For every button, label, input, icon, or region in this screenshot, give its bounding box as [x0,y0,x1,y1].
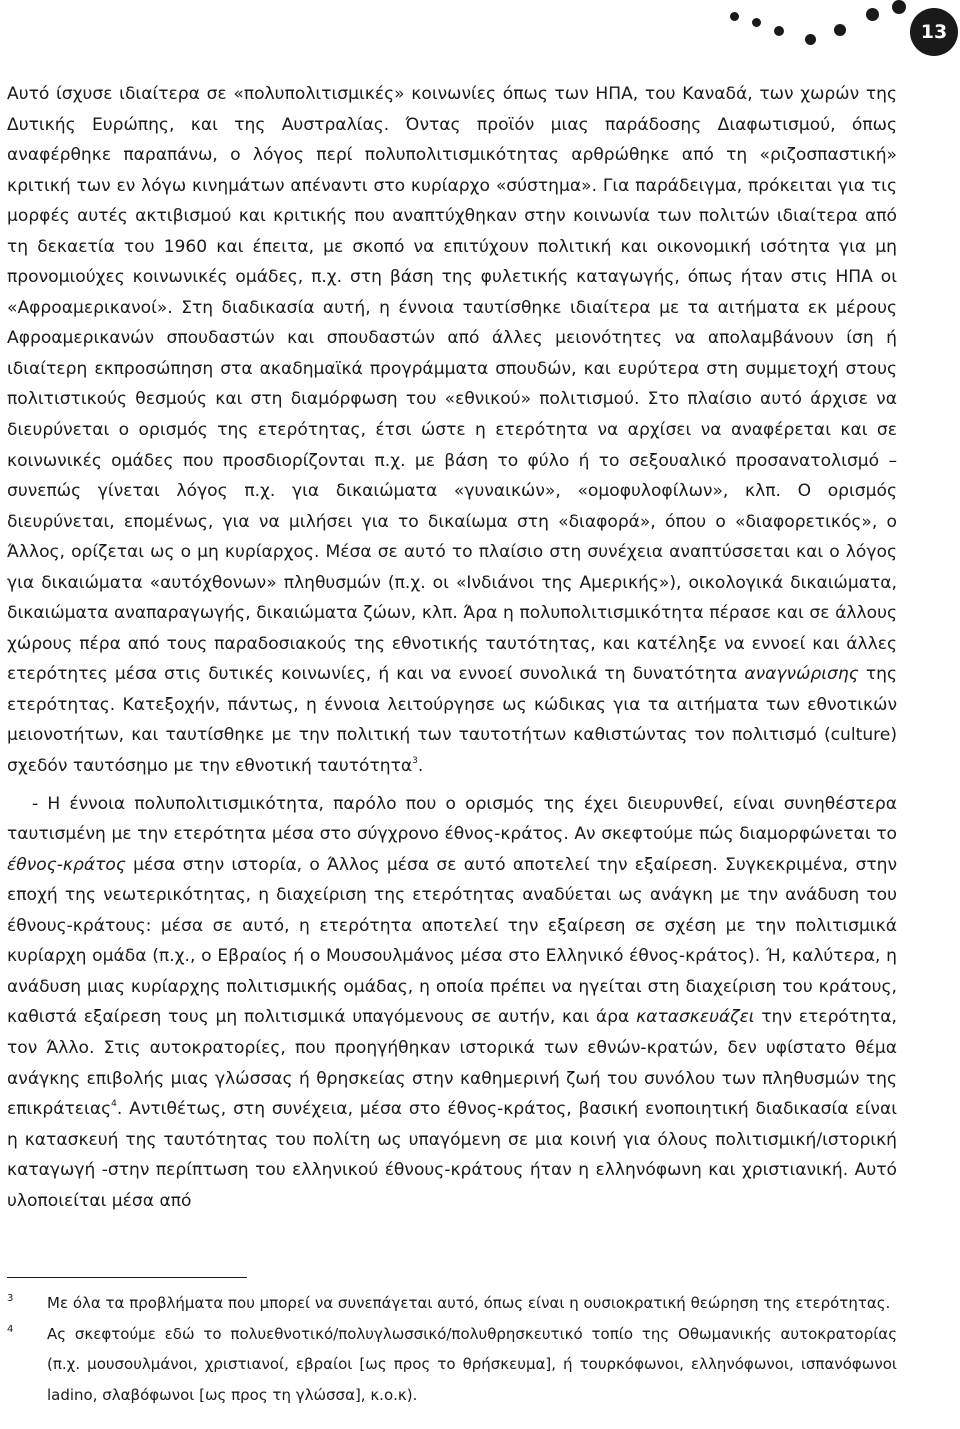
decor-dot [892,0,906,14]
italic-text: κατασκευάζει [636,1007,755,1028]
body-text [7,79,897,1216]
footnote [7,1319,897,1411]
paragraph [7,789,897,1217]
text-run: της ετερότητας. Κατεξοχήν, πάντως, η έννοια λειτούργησε ως κώδικας για τα αιτήματα των εθνοτικών μειονοτήτων, και ταυτίσθηκε με την πολιτική των ταυτοτήτων καθιστώντας τον πολιτισμό (culture) σχεδόν ταυτόσημο με την εθνοτική ταυτότητα [7,664,898,777]
footnote-text: Με όλα τα προβλήματα που μπορεί να συνεπάγεται αυτό, όπως είναι η ουσιοκρατική θεώρηση της ετερότητας. [47,1294,891,1312]
text-run: την ετερότητα, τον Άλλο. Στις αυτοκρατορίες, που προηγήθηκαν ιστορικά των εθνών-κρατών, δεν υφίστατο θέμα ανάγκης επιβολής μιας γλώσσας ή θρησκείας στην καθημερινή ζωή του συνόλου των πληθυσμών της επικράτειας [7,1007,897,1120]
footnote [7,1288,897,1319]
text-run: - Η έννοια πολυπολιτισμικότητα, παρόλο που ο ορισμός της έχει διευρυνθεί, είναι συνηθέστερα ταυτισμένη με την ετερότητα μέσα στο σύγχρονο έθνος-κράτος. Αν σκεφτούμε πώς διαμορφώνεται το [7,793,897,845]
decor-dot [730,12,739,21]
text-run: Αυτό ίσχυσε ιδιαίτερα σε «πολυπολιτισμικές» κοινωνίες όπως των ΗΠΑ, του Καναδά, των χωρών της Δυτικής Ευρώπης, και της Αυστραλίας. Όντας προϊόν μιας παράδοσης Διαφωτισμού, όπως αναφέρθηκε παραπάνω, ο λόγος περί πολυπολιτισμικότητας αρθρώθηκε από τη «ριζοσπαστική» κριτική των εν λόγω κινημάτων απέναντι στο κυρίαρχο «σύστημα». Για παράδειγμα, πρόκειται για τις μορφές αυτές ακτιβισμού και κριτικής που αναπτύχθηκαν στην κοινωνία των πολιτών ιδιαίτερα από τη δεκαετία του 1960 και έπειτα, με σκοπό να επιτύχουν πολιτική και οικονομική ισότητα για μη προνομιούχες κοινωνικές ομάδες, π.χ. στη βάση της φυλετικής καταγωγής, όπως ήταν στις ΗΠΑ οι «Αφροαμερικανοί». Στη διαδικασία αυτή, η έννοια ταυτίσθηκε ιδιαίτερα με τα αιτήματα εκ μέρους Αφροαμερικανών σπουδαστών και σπουδαστών από άλλες μειονότητες να απολαμβάνουν ίση ή ιδιαίτερη εκπροσώπηση στα ακαδημαϊκά προγράμματα σπουδών, και ευρύτερα στη συμμετοχή στους πολιτιστικούς θεσμούς και στη διαμόρφωση του «εθνικού» πολιτισμού. Στο πλαίσιο αυτό άρχισε να διευρύνεται ο ορισμός της ετερότητας, έτσι ώστε η ετερότητα να αρχίσει να αναφέρεται και σε κοινωνικές ομάδες που προσδιορίζονται π.χ. με βάση το φύλο ή το σεξουαλικό προσανατολισμό –συνεπώς γίνεται λόγος π.χ. για δικαιώματα «γυναικών», «ομοφυλοφίλων», κλπ. Ο ορισμός διευρύνεται, επομένως, για να μιλήσει για το δικαίωμα στη «διαφορά», όπου ο «διαφορετικός», ο Άλλος, ορίζεται ως ο μη κυρίαρχος. Μέσα σε αυτό το πλαίσιο στη συνέχεια αναπτύσσεται και ο λόγος για δικαιώματα «αυτόχθονων» πληθυσμών (π.χ. οι «Ινδιάνοι της Αμερικής»), οικολογικά δικαιώματα, δικαιώματα αναπαραγωγής, δικαιώματα ζώων, κλπ. Άρα η πολυπολιτισμικότητα πέρασε και σε άλλους χώρους πέρα από τους παραδοσιακούς της εθνοτικής ταυτότητας, και κατέληξε να εννοεί και άλλες ετερότητες μέσα στις δυτικές κοινωνίες, ή και να εννοεί συνολικά τη δυνατότητα [7,84,897,685]
page-number-badge: 13 [910,8,958,56]
decor-dot [834,24,846,36]
text-run: . Αντιθέτως, στη συνέχεια, μέσα στο έθνος-κράτος, βασική ενοποιητική διαδικασία είναι η κατασκευή της ταυτότητας του πολίτη ως υπαγόμενη σε μια κοινή για όλους πολιτισμική/ιστορική καταγωγή -στην περίπτωση του ελληνικού έθνους-κράτους ήταν η ελληνόφωνη και χριστιανική. Αυτό υλοποιείται μέσα από [7,1099,897,1211]
italic-text: έθνος-κράτος [7,854,126,875]
decor-dot [752,18,761,27]
paragraph [7,79,897,782]
decor-dot [774,26,784,36]
italic-text: αναγνώρισης [744,664,859,685]
text-run: μέσα στην ιστορία, ο Άλλος μέσα σε αυτό αποτελεί την εξαίρεση. Συγκεκριμένα, στην εποχή της νεωτερικότητας, η διαχείριση της ετερότητας αναδύεται ως ανάγκη με την ανάδυση του έθνους-κράτους: μέσα σε αυτό, η ετερότητα αποτελεί την εξαίρεση σε σχέση με την πολιτισμικά κυρίαρχη ομάδα (π.χ., ο Εβραίος ή ο Μουσουλμάνος μέσα στο Ελληνικό έθνος-κράτος). Ή, καλύτερα, η ανάδυση μιας κυρίαρχης πολιτισμικής ομάδας, η οποία πρέπει να ηγείται στη διαχείριση του κράτους, καθιστά εξαίρεση τους μη πολιτισμικά υπαγόμενους σε αυτήν, και άρα [7,854,897,1028]
footnote-ref: 4 [111,1099,117,1110]
text-run: . [417,756,424,777]
footnote-ref: 3 [412,756,418,767]
footnote-number: 3 [7,1293,14,1304]
decor-dot [866,8,879,21]
footnotes [7,1288,897,1410]
footnote-text: Ας σκεφτούμε εδώ το πολυεθνοτικό/πολυγλωσσικό/πολυθρησκευτικό τοπίο της Οθωμανικής αυτοκρατορίας (π.χ. μουσουλμάνοι, χριστιανοί, εβραίοι [ως προς το θρήσκευμα], ή τουρκόφωνοι, ελληνόφωνοι, ισπανόφωνοι ladino, σλαβόφωνοι [ως προς τη γλώσσα], κ.ο.κ). [47,1324,897,1404]
footnote-number: 4 [7,1323,14,1335]
footnote-separator [7,1277,247,1278]
decor-dot [805,34,816,45]
